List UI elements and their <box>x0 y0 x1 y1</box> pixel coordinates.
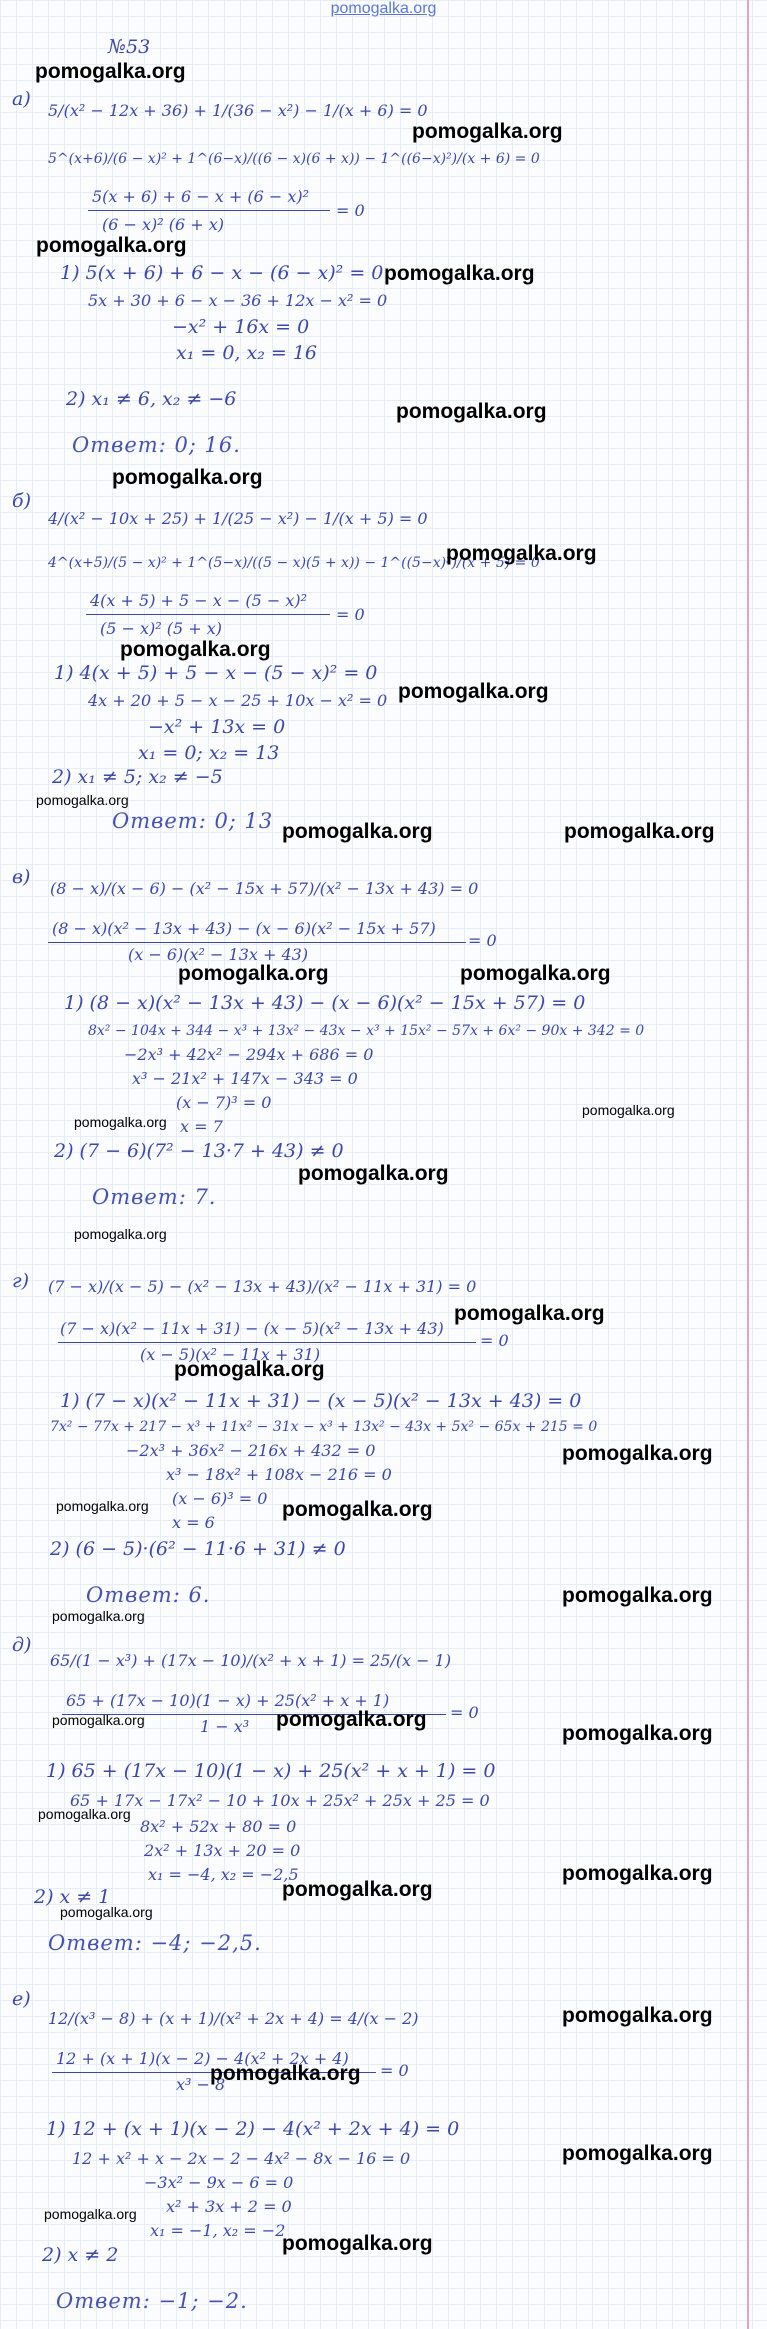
watermark: pomogalka.org <box>396 400 547 423</box>
part-e-restriction: 2) x ≠ 2 <box>42 2244 119 2266</box>
watermark: pomogalka.org <box>562 2004 713 2027</box>
part-b-restrictions: 2) x₁ ≠ 5; x₂ ≠ −5 <box>52 766 223 788</box>
top-watermark: pomogalka.org <box>330 0 437 17</box>
watermark: pomogalka.org <box>38 1806 131 1822</box>
watermark: pomogalka.org <box>210 2062 361 2085</box>
part-v-label: в) <box>12 866 31 888</box>
part-d-equals: = 0 <box>450 1703 479 1722</box>
part-g-equation: (7 − x)/(x − 5) − (x² − 13x + 43)/(x² − 11x + 31) = 0 <box>48 1277 477 1296</box>
watermark: pomogalka.org <box>282 820 433 843</box>
part-d-step-1: 1) 65 + (17x − 10)(1 − x) + 25(x² + x + 1) = 0 <box>46 1760 496 1782</box>
part-e-denominator: x³ − 8 <box>176 2075 226 2094</box>
watermark: pomogalka.org <box>174 1358 325 1381</box>
fraction-bar <box>58 1342 476 1343</box>
part-g-equals: = 0 <box>480 1331 509 1350</box>
part-b-equation: 4/(x² − 10x + 25) + 1/(25 − x²) − 1/(x + 5) = 0 <box>48 509 428 528</box>
watermark: pomogalka.org <box>460 962 611 985</box>
part-g-step-5: (x − 6)³ = 0 <box>172 1489 268 1508</box>
watermark: pomogalka.org <box>52 1608 145 1624</box>
part-v-check: 2) (7 − 6)(7² − 13·7 + 43) ≠ 0 <box>54 1140 344 1162</box>
watermark: pomogalka.org <box>35 60 186 83</box>
watermark: pomogalka.org <box>412 120 563 143</box>
part-v-denominator: (x − 6)(x² − 13x + 43) <box>128 945 309 964</box>
part-e-step-4: x² + 3x + 2 = 0 <box>166 2197 292 2216</box>
part-b-roots: x₁ = 0; x₂ = 13 <box>138 742 280 764</box>
watermark: pomogalka.org <box>454 1302 605 1325</box>
fraction-bar <box>86 614 330 615</box>
part-g-numerator: (7 − x)(x² − 11x + 31) − (x − 5)(x² − 13x + 43) <box>60 1319 444 1338</box>
part-v-step-5: (x − 7)³ = 0 <box>176 1093 272 1112</box>
watermark: pomogalka.org <box>112 466 263 489</box>
watermark: pomogalka.org <box>564 820 715 843</box>
part-g-root: x = 6 <box>172 1513 215 1532</box>
part-b-label: б) <box>12 490 32 512</box>
watermark: pomogalka.org <box>52 1712 145 1728</box>
part-a-answer: Ответ: 0; 16. <box>72 433 241 457</box>
part-b-numerator: 4(x + 5) + 5 − x − (5 − x)² <box>90 591 308 610</box>
watermark: pomogalka.org <box>120 638 271 661</box>
part-g-denominator: (x − 5)(x² − 11x + 31) <box>140 1345 321 1364</box>
watermark: pomogalka.org <box>282 1878 433 1901</box>
watermark: pomogalka.org <box>60 1904 153 1920</box>
watermark: pomogalka.org <box>178 962 329 985</box>
part-g-step-1: 1) (7 − x)(x² − 11x + 31) − (x − 5)(x² − 13x + 43) = 0 <box>60 1390 582 1412</box>
fraction-bar <box>88 210 330 211</box>
watermark: pomogalka.org <box>446 542 597 565</box>
part-e-step-2: 12 + x² + x − 2x − 2 − 4x² − 8x − 16 = 0 <box>72 2149 411 2168</box>
part-e-answer: Ответ: −1; −2. <box>56 2289 248 2313</box>
watermark: pomogalka.org <box>44 2206 137 2222</box>
part-a-roots: x₁ = 0, x₂ = 16 <box>176 342 318 364</box>
part-d-numerator: 65 + (17x − 10)(1 − x) + 25(x² + x + 1) <box>66 1691 390 1710</box>
part-b-step-2: 4x + 20 + 5 − x − 25 + 10x − x² = 0 <box>88 691 388 710</box>
part-d-step-3: 8x² + 52x + 80 = 0 <box>140 1817 297 1836</box>
watermark: pomogalka.org <box>384 262 535 285</box>
part-v-root: x = 7 <box>180 1117 223 1136</box>
part-d-answer: Ответ: −4; −2,5. <box>48 1931 262 1955</box>
part-b-step-3: −x² + 13x = 0 <box>148 716 286 738</box>
part-e-step-3: −3x² − 9x − 6 = 0 <box>144 2173 294 2192</box>
watermark: pomogalka.org <box>74 1114 167 1130</box>
watermark: pomogalka.org <box>298 1162 449 1185</box>
part-b-answer: Ответ: 0; 13 <box>112 809 274 833</box>
watermark: pomogalka.org <box>276 1708 427 1731</box>
part-b-denominator: (5 − x)² (5 + x) <box>100 619 223 638</box>
watermark: pomogalka.org <box>562 1584 713 1607</box>
part-a-denominator: (6 − x)² (6 + x) <box>102 215 225 234</box>
part-a-step-3: −x² + 16x = 0 <box>172 316 310 338</box>
part-a-step-1: 1) 5(x + 6) + 6 − x − (6 − x)² = 0 <box>60 262 384 284</box>
part-g-step-3: −2x³ + 36x² − 216x + 432 = 0 <box>126 1441 376 1460</box>
part-a-numerator: 5(x + 6) + 6 − x + (6 − x)² <box>92 187 310 206</box>
part-g-label: г) <box>12 1270 30 1292</box>
part-v-step-1: 1) (8 − x)(x² − 13x + 43) − (x − 6)(x² − 15x + 57) = 0 <box>64 992 586 1014</box>
part-v-equals: = 0 <box>468 931 497 950</box>
part-a-step-2: 5x + 30 + 6 − x − 36 + 12x − x² = 0 <box>88 291 388 310</box>
part-a-common-denominator: 5^(x+6)/(6 − x)² + 1^(6−x)/((6 − x)(6 + x)) − 1^((6−x)²)/(x + 6) = 0 <box>48 151 540 167</box>
watermark: pomogalka.org <box>282 2232 433 2255</box>
part-e-step-1: 1) 12 + (x + 1)(x − 2) − 4(x² + 2x + 4) = 0 <box>46 2118 460 2140</box>
part-v-equation: (8 − x)/(x − 6) − (x² − 15x + 57)/(x² − 13x + 43) = 0 <box>50 879 479 898</box>
watermark: pomogalka.org <box>36 234 187 257</box>
part-g-step-2: 7x² − 77x + 217 − x³ + 11x² − 31x − x³ + 13x² − 43x + 5x² − 65x + 215 = 0 <box>50 1419 598 1435</box>
part-b-step-1: 1) 4(x + 5) + 5 − x − (5 − x)² = 0 <box>54 662 378 684</box>
watermark: pomogalka.org <box>562 1722 713 1745</box>
part-g-answer: Ответ: 6. <box>86 1583 211 1607</box>
part-a-label: а) <box>12 88 31 110</box>
part-e-equation: 12/(x³ − 8) + (x + 1)/(x² + 2x + 4) = 4/(x − 2) <box>48 2009 419 2028</box>
part-b-common-denominator: 4^(x+5)/(5 − x)² + 1^(5−x)/((5 − x)(5 + x)) − 1^((5−x)²)/(x + 5) = 0 <box>48 555 540 571</box>
part-d-step-4: 2x² + 13x + 20 = 0 <box>144 1841 301 1860</box>
watermark: pomogalka.org <box>56 1498 149 1514</box>
part-e-equals: = 0 <box>380 2061 409 2080</box>
task-number: №53 <box>108 36 151 58</box>
watermark: pomogalka.org <box>562 2142 713 2165</box>
part-e-numerator: 12 + (x + 1)(x − 2) − 4(x² + 2x + 4) <box>56 2049 349 2068</box>
part-v-step-2: 8x² − 104x + 344 − x³ + 13x² − 43x − x³ + 15x² − 57x + 6x² − 90x + 342 = 0 <box>88 1023 645 1039</box>
part-a-equals: = 0 <box>336 201 365 220</box>
watermark: pomogalka.org <box>562 1442 713 1465</box>
watermark: pomogalka.org <box>398 680 549 703</box>
watermark: pomogalka.org <box>74 1226 167 1242</box>
part-v-numerator: (8 − x)(x² − 13x + 43) − (x − 6)(x² − 15x + 57) <box>52 919 436 938</box>
watermark: pomogalka.org <box>282 1498 433 1521</box>
watermark: pomogalka.org <box>562 1862 713 1885</box>
part-d-step-2: 65 + 17x − 17x² − 10 + 10x + 25x² + 25x + 25 = 0 <box>70 1791 490 1810</box>
part-e-roots: x₁ = −1, x₂ = −2 <box>150 2221 286 2240</box>
part-g-check: 2) (6 − 5)·(6² − 11·6 + 31) ≠ 0 <box>50 1538 346 1560</box>
part-b-equals: = 0 <box>336 605 365 624</box>
part-d-roots: x₁ = −4, x₂ = −2,5 <box>148 1865 299 1884</box>
margin-line <box>747 0 749 2329</box>
watermark: pomogalka.org <box>36 792 129 808</box>
part-d-restriction: 2) x ≠ 1 <box>34 1886 111 1908</box>
part-d-equation: 65/(1 − x³) + (17x − 10)/(x² + x + 1) = 25/(x − 1) <box>50 1651 452 1670</box>
part-a-equation: 5/(x² − 12x + 36) + 1/(36 − x²) − 1/(x + 6) = 0 <box>48 101 428 120</box>
part-a-restrictions: 2) x₁ ≠ 6, x₂ ≠ −6 <box>66 388 237 410</box>
part-v-step-3: −2x³ + 42x² − 294x + 686 = 0 <box>124 1045 374 1064</box>
part-v-answer: Ответ: 7. <box>92 1185 217 1209</box>
part-g-step-4: x³ − 18x² + 108x − 216 = 0 <box>166 1465 392 1484</box>
watermark: pomogalka.org <box>582 1102 675 1118</box>
part-d-label: д) <box>12 1634 32 1656</box>
part-v-step-4: x³ − 21x² + 147x − 343 = 0 <box>132 1069 358 1088</box>
fraction-bar <box>48 942 466 943</box>
part-e-label: е) <box>12 1988 31 2010</box>
part-d-denominator: 1 − x³ <box>200 1717 250 1736</box>
